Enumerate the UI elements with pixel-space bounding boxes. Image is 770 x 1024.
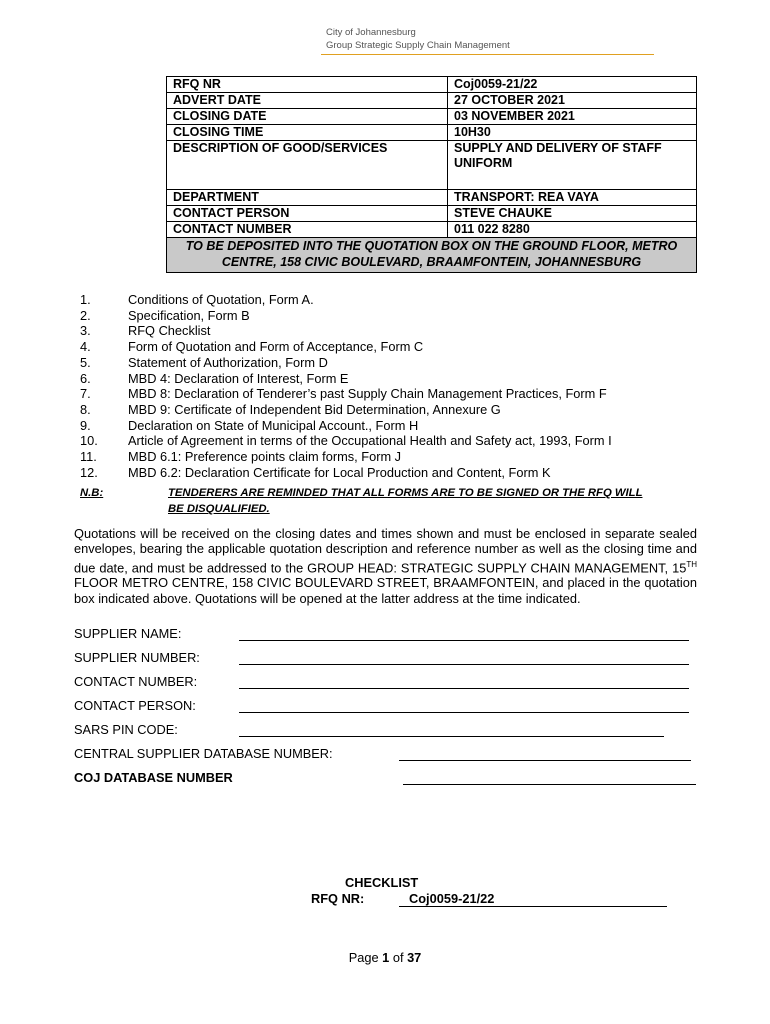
header-department: Group Strategic Supply Chain Management xyxy=(326,40,510,51)
supplier-number-row xyxy=(74,648,699,672)
row-label: CONTACT PERSON xyxy=(167,206,448,222)
item-text: Specification, Form B xyxy=(128,307,250,323)
field-label: CONTACT NUMBER: xyxy=(74,674,198,689)
item-number: 3. xyxy=(80,323,91,339)
item-text: Declaration on State of Municipal Account., Form H xyxy=(128,417,419,433)
checklist-title: CHECKLIST xyxy=(345,875,419,890)
contact-number-row xyxy=(74,672,699,696)
list-item xyxy=(80,339,612,355)
header-divider xyxy=(321,54,654,55)
field-label: CONTACT PERSON: xyxy=(74,698,196,713)
item-number: 1. xyxy=(80,292,91,307)
field-label: SARS PIN CODE: xyxy=(74,722,178,737)
coj-database-field[interactable] xyxy=(403,784,696,785)
item-number: 4. xyxy=(80,339,91,355)
supplier-details-form xyxy=(74,624,699,792)
item-text: Statement of Authorization, Form D xyxy=(128,354,328,370)
list-item xyxy=(80,292,612,308)
of-word: of xyxy=(389,950,408,965)
contact-person-field[interactable] xyxy=(239,712,689,713)
submission-instructions xyxy=(74,526,697,606)
table-row xyxy=(167,93,697,109)
row-value: SUPPLY AND DELIVERY OF STAFF UNIFORM xyxy=(448,141,697,190)
supplier-number-field[interactable] xyxy=(239,664,689,665)
deposit-notice: TO BE DEPOSITED INTO THE QUOTATION BOX ON THE GROUND FLOOR, METRO CENTRE, 158 CIVIC BOULEVARD, BRAAMFONTEIN, JOHANNESBURG xyxy=(167,238,697,273)
list-item xyxy=(80,465,612,481)
field-label: COJ DATABASE NUMBER xyxy=(74,770,233,785)
nb-text: TENDERERS ARE REMINDED THAT ALL FORMS ARE TO BE SIGNED OR THE RFQ WILL BE DISQUALIFIED. xyxy=(168,487,643,515)
item-number: 11. xyxy=(80,449,97,465)
supplier-name-field[interactable] xyxy=(239,640,689,641)
item-number: 8. xyxy=(80,401,91,417)
page-number: 1 xyxy=(382,950,390,965)
item-text: Conditions of Quotation, Form A. xyxy=(128,292,314,307)
table-row xyxy=(167,222,697,238)
list-item xyxy=(80,323,612,339)
list-item xyxy=(80,418,612,434)
item-text: MBD 4: Declaration of Interest, Form E xyxy=(128,370,349,386)
list-item xyxy=(80,433,612,449)
table-row xyxy=(167,125,697,141)
item-number: 5. xyxy=(80,354,91,370)
item-text: MBD 8: Declaration of Tenderer’s past Supply Chain Management Practices, Form F xyxy=(128,386,607,402)
row-value: 03 NOVEMBER 2021 xyxy=(448,109,697,125)
rfq-nr-value: Coj0059-21/22 xyxy=(399,891,667,907)
item-text: RFQ Checklist xyxy=(128,323,211,339)
row-label: CLOSING TIME xyxy=(167,125,448,141)
row-label: CONTACT NUMBER xyxy=(167,222,448,238)
list-item xyxy=(80,355,612,371)
header-organization: City of Johannesburg xyxy=(326,27,416,38)
item-number: 2. xyxy=(80,307,91,323)
row-label: ADVERT DATE xyxy=(167,93,448,109)
row-label: CLOSING DATE xyxy=(167,109,448,125)
nb-label: N.B: xyxy=(80,487,104,499)
row-value: TRANSPORT: REA VAYA xyxy=(448,190,697,206)
required-forms-list xyxy=(80,292,612,480)
item-text: MBD 9: Certificate of Independent Bid Determination, Annexure G xyxy=(128,401,501,417)
sars-pin-row xyxy=(74,720,699,744)
item-text: MBD 6.1: Preference points claim forms, Form J xyxy=(128,449,402,465)
row-label: DESCRIPTION OF GOOD/SERVICES xyxy=(167,141,448,190)
csd-number-field[interactable] xyxy=(399,760,691,761)
instructions-text-end: FLOOR METRO CENTRE, 158 CIVIC BOULEVARD STREET, BRAAMFONTEIN, and placed in the quotation box indicated above. Quotations will be opened at the latter address at the time indicated. xyxy=(74,575,697,606)
table-row xyxy=(167,141,697,190)
item-number: 6. xyxy=(80,370,91,386)
instructions-text-start: Quotations will be received on the closing dates and times shown and must be enclosed in separate sealed envelopes, bearing the applicable quotation description and reference number as well as the closing time and due date, and must be addressed to the GROUP HEAD: STRATEGIC SUPPLY CHAIN MANAGEMENT, 15 xyxy=(74,526,697,576)
page-footer xyxy=(0,950,770,965)
table-row xyxy=(167,206,697,222)
list-item xyxy=(80,371,612,387)
item-number: 10. xyxy=(80,433,98,449)
row-value: 011 022 8280 xyxy=(448,222,697,238)
item-number: 12. xyxy=(80,464,98,480)
row-value: 27 OCTOBER 2021 xyxy=(448,93,697,109)
list-item xyxy=(80,449,612,465)
supplier-name-row xyxy=(74,624,699,648)
rfq-nr-label: RFQ NR: xyxy=(311,891,365,906)
ordinal-suffix: TH xyxy=(686,559,697,569)
row-value: 10H30 xyxy=(448,125,697,141)
list-item xyxy=(80,402,612,418)
document-header xyxy=(326,26,510,52)
page-total: 37 xyxy=(407,950,422,965)
row-label: RFQ NR xyxy=(167,77,448,93)
field-label: SUPPLIER NUMBER: xyxy=(74,650,200,665)
row-label: DEPARTMENT xyxy=(167,190,448,206)
table-row xyxy=(167,190,697,206)
list-item xyxy=(80,386,612,402)
row-value: Coj0059-21/22 xyxy=(448,77,697,93)
csd-number-row xyxy=(74,744,699,768)
contact-person-row xyxy=(74,696,699,720)
item-number: 7. xyxy=(80,386,91,402)
field-label: SUPPLIER NAME: xyxy=(74,626,182,641)
field-label: CENTRAL SUPPLIER DATABASE NUMBER: xyxy=(74,746,333,761)
sars-pin-field[interactable] xyxy=(239,736,664,737)
rfq-info-table xyxy=(166,76,697,273)
list-item xyxy=(80,308,612,324)
item-number: 9. xyxy=(80,417,91,433)
contact-number-field[interactable] xyxy=(239,688,689,689)
item-text: Article of Agreement in terms of the Occupational Health and Safety act, 1993, Form I xyxy=(128,433,612,449)
table-row xyxy=(167,238,697,273)
table-row xyxy=(167,109,697,125)
row-value: STEVE CHAUKE xyxy=(448,206,697,222)
item-text: MBD 6.2: Declaration Certificate for Local Production and Content, Form K xyxy=(128,464,551,480)
page-word: Page xyxy=(348,950,383,965)
table-row xyxy=(167,77,697,93)
coj-database-row xyxy=(74,768,699,792)
item-text: Form of Quotation and Form of Acceptance, Form C xyxy=(128,339,424,355)
